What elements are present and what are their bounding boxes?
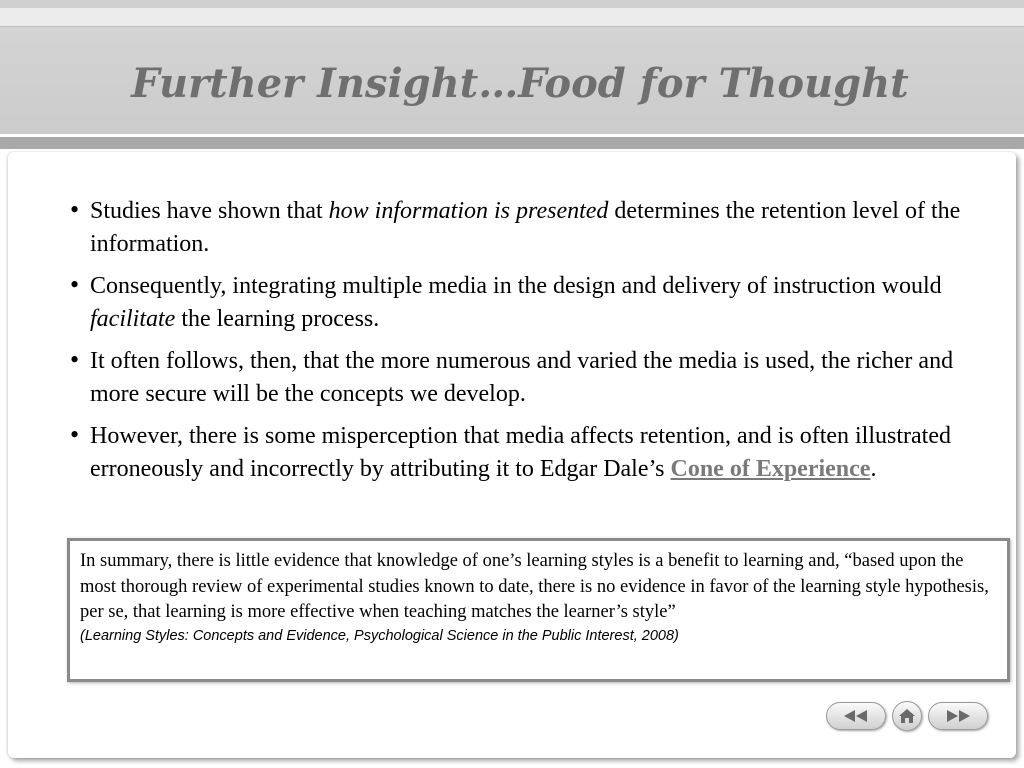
summary-text: In summary, there is little evidence that knowledge of one’s learning styles is a benefit to learning and, “based upon the most thorough review of experimental studies known to date, there is no evidence in favor of the learning style hypothesis, per se, that learning is more effective when teaching matches the learner’s style” bbox=[80, 551, 989, 622]
cone-of-experience-link[interactable]: Cone of Experience bbox=[670, 456, 871, 482]
emphasis-text: how information is presented bbox=[328, 198, 609, 224]
rewind-icon bbox=[841, 709, 871, 723]
bullet-text: . bbox=[870, 456, 877, 482]
fast-forward-icon bbox=[943, 709, 973, 723]
home-icon bbox=[898, 707, 916, 725]
bullet-text: determines the retention level of the information. bbox=[90, 198, 961, 257]
slide-title: Further Insight…Food for Thought bbox=[131, 60, 909, 107]
summary-box bbox=[67, 538, 1010, 682]
bullet-text: the learning process. bbox=[175, 306, 380, 332]
bullet-icon: • bbox=[70, 420, 80, 449]
bullet-text: However, there is some misperception that media affects retention, and is often illustrated erroneously and incorrectly by attributing it to Edgar Dale’s bbox=[90, 423, 951, 482]
bullet-text: It often follows, then, that the more numerous and varied the media is used, the richer and more secure will be the concepts we develop. bbox=[90, 348, 954, 407]
bullet-text: Studies have shown that bbox=[90, 198, 329, 224]
bullet-item bbox=[70, 345, 1000, 411]
emphasis-text: facilitate bbox=[90, 306, 176, 332]
top-strip bbox=[0, 0, 1024, 8]
home-button[interactable] bbox=[892, 701, 922, 731]
bullet-item bbox=[70, 420, 1000, 486]
top-strip-light bbox=[0, 8, 1024, 26]
bullet-item bbox=[70, 195, 1000, 261]
next-button[interactable] bbox=[928, 702, 988, 730]
prev-button[interactable] bbox=[826, 702, 886, 730]
bullet-text: Consequently, integrating multiple media in the design and delivery of instruction would bbox=[90, 273, 942, 299]
bullet-list bbox=[70, 195, 1000, 495]
summary-citation: (Learning Styles: Concepts and Evidence, Psychological Science in the Public Interest, 2008) bbox=[80, 627, 679, 644]
bullet-icon: • bbox=[70, 270, 80, 299]
bullet-icon: • bbox=[70, 195, 80, 224]
bullet-icon: • bbox=[70, 345, 80, 374]
banner-divider-dark bbox=[0, 137, 1024, 149]
bullet-item bbox=[70, 270, 1000, 336]
